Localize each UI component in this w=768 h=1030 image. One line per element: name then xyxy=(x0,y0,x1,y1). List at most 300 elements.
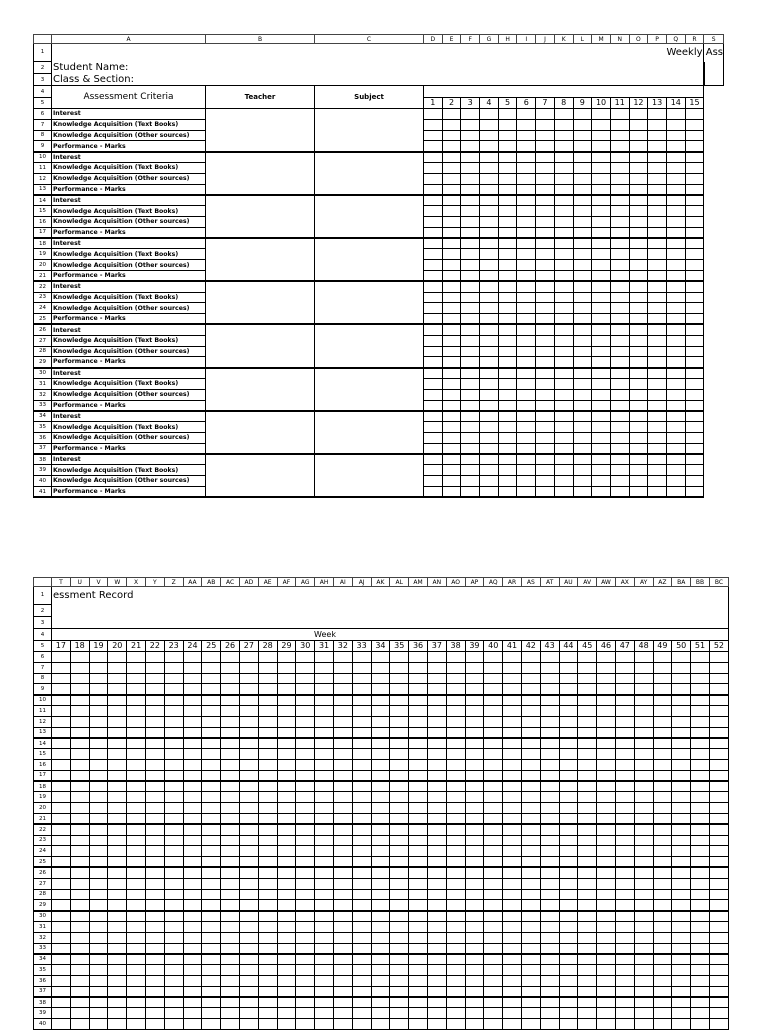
score-cell[interactable] xyxy=(498,281,517,292)
score-cell[interactable] xyxy=(352,727,371,738)
score-cell[interactable] xyxy=(52,932,71,943)
score-cell[interactable] xyxy=(390,997,409,1008)
score-cell[interactable] xyxy=(127,824,146,835)
score-cell[interactable] xyxy=(503,759,522,770)
score-cell[interactable] xyxy=(517,227,536,238)
score-cell[interactable] xyxy=(521,803,540,814)
score-cell[interactable] xyxy=(653,813,672,824)
score-cell[interactable] xyxy=(540,759,559,770)
score-cell[interactable] xyxy=(672,673,691,684)
score-cell[interactable] xyxy=(536,335,555,346)
score-cell[interactable] xyxy=(666,270,685,281)
score-cell[interactable] xyxy=(691,835,710,846)
score-cell[interactable] xyxy=(498,173,517,184)
score-cell[interactable] xyxy=(554,324,573,335)
score-cell[interactable] xyxy=(202,695,221,706)
score-cell[interactable] xyxy=(573,368,592,379)
score-cell[interactable] xyxy=(409,943,428,954)
score-cell[interactable] xyxy=(108,932,127,943)
score-cell[interactable] xyxy=(666,216,685,227)
score-cell[interactable] xyxy=(409,803,428,814)
score-cell[interactable] xyxy=(89,662,108,673)
score-cell[interactable] xyxy=(333,803,352,814)
score-cell[interactable] xyxy=(578,738,597,749)
score-cell[interactable] xyxy=(536,389,555,400)
score-cell[interactable] xyxy=(503,803,522,814)
score-cell[interactable] xyxy=(540,997,559,1008)
score-cell[interactable] xyxy=(615,803,634,814)
score-cell[interactable] xyxy=(70,878,89,889)
score-cell[interactable] xyxy=(666,238,685,249)
score-cell[interactable] xyxy=(653,824,672,835)
score-cell[interactable] xyxy=(183,749,202,760)
score-cell[interactable] xyxy=(484,900,503,911)
score-cell[interactable] xyxy=(685,141,704,152)
score-cell[interactable] xyxy=(442,130,461,141)
score-cell[interactable] xyxy=(592,195,611,206)
score-cell[interactable] xyxy=(685,335,704,346)
score-cell[interactable] xyxy=(480,119,499,130)
score-cell[interactable] xyxy=(554,216,573,227)
score-cell[interactable] xyxy=(503,857,522,868)
score-cell[interactable] xyxy=(573,249,592,260)
score-cell[interactable] xyxy=(442,206,461,217)
score-cell[interactable] xyxy=(554,152,573,163)
score-cell[interactable] xyxy=(239,662,258,673)
score-cell[interactable] xyxy=(52,878,71,889)
score-cell[interactable] xyxy=(573,486,592,497)
score-cell[interactable] xyxy=(597,975,616,986)
score-cell[interactable] xyxy=(333,954,352,965)
score-cell[interactable] xyxy=(427,986,446,997)
score-cell[interactable] xyxy=(615,716,634,727)
score-cell[interactable] xyxy=(465,673,484,684)
score-cell[interactable] xyxy=(446,695,465,706)
score-cell[interactable] xyxy=(666,324,685,335)
score-cell[interactable] xyxy=(202,965,221,976)
score-cell[interactable] xyxy=(108,997,127,1008)
score-cell[interactable] xyxy=(536,303,555,314)
score-cell[interactable] xyxy=(685,292,704,303)
score-cell[interactable] xyxy=(127,867,146,878)
score-cell[interactable] xyxy=(352,749,371,760)
score-cell[interactable] xyxy=(127,749,146,760)
score-cell[interactable] xyxy=(315,1008,334,1019)
score-cell[interactable] xyxy=(183,900,202,911)
score-cell[interactable] xyxy=(390,803,409,814)
score-cell[interactable] xyxy=(615,652,634,663)
score-cell[interactable] xyxy=(536,216,555,227)
score-cell[interactable] xyxy=(554,292,573,303)
score-cell[interactable] xyxy=(89,857,108,868)
score-cell[interactable] xyxy=(239,716,258,727)
score-cell[interactable] xyxy=(597,857,616,868)
score-cell[interactable] xyxy=(127,673,146,684)
score-cell[interactable] xyxy=(554,281,573,292)
score-cell[interactable] xyxy=(559,889,578,900)
score-cell[interactable] xyxy=(465,835,484,846)
score-cell[interactable] xyxy=(315,889,334,900)
score-cell[interactable] xyxy=(164,662,183,673)
score-cell[interactable] xyxy=(540,900,559,911)
score-cell[interactable] xyxy=(409,684,428,695)
score-cell[interactable] xyxy=(424,130,443,141)
score-cell[interactable] xyxy=(672,716,691,727)
score-cell[interactable] xyxy=(164,749,183,760)
score-cell[interactable] xyxy=(615,954,634,965)
score-cell[interactable] xyxy=(498,270,517,281)
teacher-cell[interactable] xyxy=(206,368,315,411)
score-cell[interactable] xyxy=(685,216,704,227)
score-cell[interactable] xyxy=(615,932,634,943)
score-cell[interactable] xyxy=(164,867,183,878)
score-cell[interactable] xyxy=(424,486,443,497)
score-cell[interactable] xyxy=(221,867,240,878)
score-cell[interactable] xyxy=(615,911,634,922)
score-cell[interactable] xyxy=(221,835,240,846)
score-cell[interactable] xyxy=(536,292,555,303)
score-cell[interactable] xyxy=(315,954,334,965)
score-cell[interactable] xyxy=(333,1008,352,1019)
score-cell[interactable] xyxy=(503,911,522,922)
score-cell[interactable] xyxy=(52,662,71,673)
score-cell[interactable] xyxy=(446,975,465,986)
score-cell[interactable] xyxy=(461,486,480,497)
score-cell[interactable] xyxy=(503,824,522,835)
score-cell[interactable] xyxy=(52,965,71,976)
score-cell[interactable] xyxy=(277,695,296,706)
score-cell[interactable] xyxy=(672,738,691,749)
score-cell[interactable] xyxy=(629,238,648,249)
score-cell[interactable] xyxy=(333,695,352,706)
score-cell[interactable] xyxy=(52,857,71,868)
score-cell[interactable] xyxy=(89,921,108,932)
score-cell[interactable] xyxy=(427,911,446,922)
score-cell[interactable] xyxy=(536,260,555,271)
score-cell[interactable] xyxy=(202,857,221,868)
score-cell[interactable] xyxy=(52,954,71,965)
score-cell[interactable] xyxy=(352,662,371,673)
score-cell[interactable] xyxy=(145,716,164,727)
score-cell[interactable] xyxy=(610,476,629,487)
score-cell[interactable] xyxy=(424,357,443,368)
score-cell[interactable] xyxy=(70,749,89,760)
score-cell[interactable] xyxy=(296,673,315,684)
score-cell[interactable] xyxy=(296,986,315,997)
score-cell[interactable] xyxy=(554,389,573,400)
score-cell[interactable] xyxy=(70,911,89,922)
score-cell[interactable] xyxy=(634,954,653,965)
score-cell[interactable] xyxy=(442,389,461,400)
score-cell[interactable] xyxy=(409,965,428,976)
score-cell[interactable] xyxy=(629,346,648,357)
score-cell[interactable] xyxy=(592,238,611,249)
score-cell[interactable] xyxy=(672,727,691,738)
score-cell[interactable] xyxy=(409,900,428,911)
score-cell[interactable] xyxy=(685,303,704,314)
score-cell[interactable] xyxy=(672,921,691,932)
score-cell[interactable] xyxy=(691,921,710,932)
score-cell[interactable] xyxy=(145,889,164,900)
score-cell[interactable] xyxy=(239,705,258,716)
score-cell[interactable] xyxy=(615,900,634,911)
score-cell[interactable] xyxy=(424,119,443,130)
score-cell[interactable] xyxy=(517,335,536,346)
score-cell[interactable] xyxy=(277,759,296,770)
score-cell[interactable] xyxy=(559,695,578,706)
score-cell[interactable] xyxy=(709,652,728,663)
score-cell[interactable] xyxy=(164,770,183,781)
score-cell[interactable] xyxy=(461,216,480,227)
score-cell[interactable] xyxy=(145,954,164,965)
score-cell[interactable] xyxy=(554,162,573,173)
score-cell[interactable] xyxy=(597,727,616,738)
score-cell[interactable] xyxy=(442,411,461,422)
score-cell[interactable] xyxy=(390,705,409,716)
score-cell[interactable] xyxy=(89,954,108,965)
score-cell[interactable] xyxy=(536,195,555,206)
score-cell[interactable] xyxy=(691,738,710,749)
score-cell[interactable] xyxy=(258,921,277,932)
score-cell[interactable] xyxy=(465,867,484,878)
score-cell[interactable] xyxy=(239,921,258,932)
score-cell[interactable] xyxy=(709,684,728,695)
score-cell[interactable] xyxy=(371,759,390,770)
score-cell[interactable] xyxy=(597,954,616,965)
score-cell[interactable] xyxy=(615,684,634,695)
score-cell[interactable] xyxy=(70,738,89,749)
score-cell[interactable] xyxy=(480,249,499,260)
score-cell[interactable] xyxy=(498,346,517,357)
score-cell[interactable] xyxy=(315,813,334,824)
score-cell[interactable] xyxy=(648,411,667,422)
score-cell[interactable] xyxy=(296,738,315,749)
score-cell[interactable] xyxy=(277,770,296,781)
score-cell[interactable] xyxy=(277,835,296,846)
score-cell[interactable] xyxy=(296,846,315,857)
score-cell[interactable] xyxy=(597,997,616,1008)
score-cell[interactable] xyxy=(517,238,536,249)
score-cell[interactable] xyxy=(503,932,522,943)
score-cell[interactable] xyxy=(666,195,685,206)
score-cell[interactable] xyxy=(89,759,108,770)
score-cell[interactable] xyxy=(70,824,89,835)
score-cell[interactable] xyxy=(685,281,704,292)
score-cell[interactable] xyxy=(592,465,611,476)
score-cell[interactable] xyxy=(610,162,629,173)
score-cell[interactable] xyxy=(427,813,446,824)
score-cell[interactable] xyxy=(498,249,517,260)
score-cell[interactable] xyxy=(352,705,371,716)
score-cell[interactable] xyxy=(333,738,352,749)
score-cell[interactable] xyxy=(615,738,634,749)
score-cell[interactable] xyxy=(164,705,183,716)
score-cell[interactable] xyxy=(202,662,221,673)
score-cell[interactable] xyxy=(653,857,672,868)
score-cell[interactable] xyxy=(315,695,334,706)
score-cell[interactable] xyxy=(597,867,616,878)
score-cell[interactable] xyxy=(390,889,409,900)
score-cell[interactable] xyxy=(390,900,409,911)
score-cell[interactable] xyxy=(554,184,573,195)
score-cell[interactable] xyxy=(517,249,536,260)
score-cell[interactable] xyxy=(498,443,517,454)
score-cell[interactable] xyxy=(597,943,616,954)
score-cell[interactable] xyxy=(666,432,685,443)
score-cell[interactable] xyxy=(424,260,443,271)
score-cell[interactable] xyxy=(277,705,296,716)
score-cell[interactable] xyxy=(145,662,164,673)
score-cell[interactable] xyxy=(258,846,277,857)
score-cell[interactable] xyxy=(409,695,428,706)
score-cell[interactable] xyxy=(296,781,315,792)
score-cell[interactable] xyxy=(597,803,616,814)
score-cell[interactable] xyxy=(521,921,540,932)
score-cell[interactable] xyxy=(315,781,334,792)
score-cell[interactable] xyxy=(70,889,89,900)
score-cell[interactable] xyxy=(666,162,685,173)
score-cell[interactable] xyxy=(315,867,334,878)
score-cell[interactable] xyxy=(352,965,371,976)
score-cell[interactable] xyxy=(610,173,629,184)
score-cell[interactable] xyxy=(296,943,315,954)
score-cell[interactable] xyxy=(615,727,634,738)
score-cell[interactable] xyxy=(573,465,592,476)
score-cell[interactable] xyxy=(333,835,352,846)
score-cell[interactable] xyxy=(480,206,499,217)
score-cell[interactable] xyxy=(592,281,611,292)
score-cell[interactable] xyxy=(390,878,409,889)
score-cell[interactable] xyxy=(559,652,578,663)
score-cell[interactable] xyxy=(521,932,540,943)
score-cell[interactable] xyxy=(221,900,240,911)
score-cell[interactable] xyxy=(573,162,592,173)
score-cell[interactable] xyxy=(578,727,597,738)
score-cell[interactable] xyxy=(536,357,555,368)
score-cell[interactable] xyxy=(666,400,685,411)
score-cell[interactable] xyxy=(634,662,653,673)
score-cell[interactable] xyxy=(446,900,465,911)
score-cell[interactable] xyxy=(442,184,461,195)
score-cell[interactable] xyxy=(536,249,555,260)
score-cell[interactable] xyxy=(672,846,691,857)
score-cell[interactable] xyxy=(709,921,728,932)
score-cell[interactable] xyxy=(672,965,691,976)
score-cell[interactable] xyxy=(202,921,221,932)
score-cell[interactable] xyxy=(145,705,164,716)
score-cell[interactable] xyxy=(352,975,371,986)
score-cell[interactable] xyxy=(521,684,540,695)
score-cell[interactable] xyxy=(427,803,446,814)
score-cell[interactable] xyxy=(424,184,443,195)
score-cell[interactable] xyxy=(521,652,540,663)
score-cell[interactable] xyxy=(424,443,443,454)
score-cell[interactable] xyxy=(648,152,667,163)
score-cell[interactable] xyxy=(442,476,461,487)
score-cell[interactable] xyxy=(653,652,672,663)
score-cell[interactable] xyxy=(333,716,352,727)
score-cell[interactable] xyxy=(424,281,443,292)
score-cell[interactable] xyxy=(371,975,390,986)
score-cell[interactable] xyxy=(442,152,461,163)
teacher-cell[interactable] xyxy=(206,238,315,281)
score-cell[interactable] xyxy=(517,141,536,152)
score-cell[interactable] xyxy=(258,900,277,911)
score-cell[interactable] xyxy=(108,846,127,857)
score-cell[interactable] xyxy=(592,173,611,184)
score-cell[interactable] xyxy=(258,738,277,749)
score-cell[interactable] xyxy=(573,281,592,292)
score-cell[interactable] xyxy=(709,749,728,760)
score-cell[interactable] xyxy=(465,738,484,749)
score-cell[interactable] xyxy=(634,652,653,663)
score-cell[interactable] xyxy=(390,867,409,878)
score-cell[interactable] xyxy=(517,292,536,303)
score-cell[interactable] xyxy=(164,878,183,889)
score-cell[interactable] xyxy=(554,400,573,411)
score-cell[interactable] xyxy=(427,770,446,781)
score-cell[interactable] xyxy=(442,454,461,465)
score-cell[interactable] xyxy=(442,281,461,292)
score-cell[interactable] xyxy=(465,911,484,922)
score-cell[interactable] xyxy=(666,411,685,422)
score-cell[interactable] xyxy=(634,921,653,932)
score-cell[interactable] xyxy=(352,835,371,846)
score-cell[interactable] xyxy=(709,1008,728,1019)
score-cell[interactable] xyxy=(480,443,499,454)
score-cell[interactable] xyxy=(427,975,446,986)
score-cell[interactable] xyxy=(498,324,517,335)
score-cell[interactable] xyxy=(145,965,164,976)
score-cell[interactable] xyxy=(427,705,446,716)
score-cell[interactable] xyxy=(691,673,710,684)
score-cell[interactable] xyxy=(691,997,710,1008)
score-cell[interactable] xyxy=(427,727,446,738)
score-cell[interactable] xyxy=(145,727,164,738)
score-cell[interactable] xyxy=(573,357,592,368)
score-cell[interactable] xyxy=(258,781,277,792)
score-cell[interactable] xyxy=(145,749,164,760)
teacher-cell[interactable] xyxy=(206,195,315,238)
score-cell[interactable] xyxy=(685,411,704,422)
score-cell[interactable] xyxy=(333,965,352,976)
score-cell[interactable] xyxy=(484,824,503,835)
score-cell[interactable] xyxy=(578,1008,597,1019)
score-cell[interactable] xyxy=(672,759,691,770)
score-cell[interactable] xyxy=(648,465,667,476)
score-cell[interactable] xyxy=(371,921,390,932)
score-cell[interactable] xyxy=(446,921,465,932)
score-cell[interactable] xyxy=(672,889,691,900)
score-cell[interactable] xyxy=(503,846,522,857)
score-cell[interactable] xyxy=(672,770,691,781)
score-cell[interactable] xyxy=(108,738,127,749)
score-cell[interactable] xyxy=(484,943,503,954)
score-cell[interactable] xyxy=(691,759,710,770)
score-cell[interactable] xyxy=(536,324,555,335)
score-cell[interactable] xyxy=(610,324,629,335)
score-cell[interactable] xyxy=(145,652,164,663)
score-cell[interactable] xyxy=(108,803,127,814)
score-cell[interactable] xyxy=(315,900,334,911)
score-cell[interactable] xyxy=(517,173,536,184)
score-cell[interactable] xyxy=(648,486,667,497)
score-cell[interactable] xyxy=(315,878,334,889)
score-cell[interactable] xyxy=(52,921,71,932)
score-cell[interactable] xyxy=(221,716,240,727)
score-cell[interactable] xyxy=(446,716,465,727)
score-cell[interactable] xyxy=(629,260,648,271)
